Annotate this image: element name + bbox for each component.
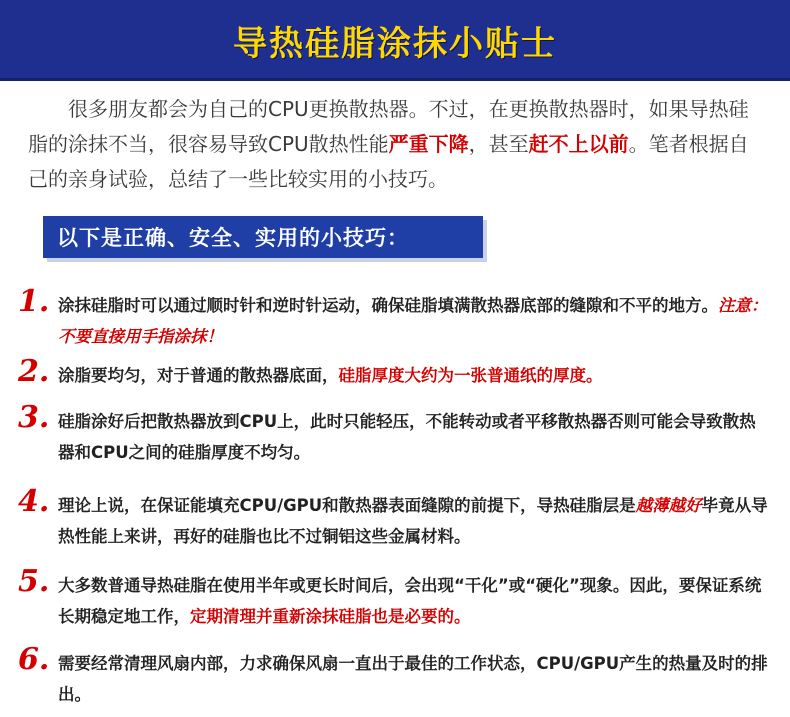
tip-body: 涂脂要均匀，对于普通的散热器底面， [58,366,339,385]
tip-text [58,360,768,391]
tip-number: 3. [18,400,50,435]
tip-text [58,490,768,552]
intro-highlight-2: 赶不上以前 [528,132,629,156]
intro-text-1: 很多朋友都会为自己的CPU更换散热器。不过，在更换散热器时，如果导热硅脂的涂抹不当，很容易导致CPU散热性能 [28,97,749,156]
tip-number: 4. [18,484,50,519]
tip-body-after: 毕竟从导热性能上来讲，再好的硅脂也比不过铜铝这些金属材料。 [58,496,768,546]
tip-number: 2. [18,354,50,389]
tip-highlight: 注意：不要直接用手指涂抹！ [58,296,768,346]
page-title: 导热硅脂涂抹小贴士 [233,24,557,64]
intro-paragraph [28,92,763,197]
tip-number: 1. [18,284,50,319]
tip-body: 需要经常清理风扇内部，力求确保风扇一直出于最佳的工作状态，CPU/GPU产生的热量及时的排出。 [58,654,768,704]
tip-text [58,648,768,710]
tip-highlight: 定期清理并重新涂抹硅脂也是必要的。 [190,607,471,626]
title-banner [0,0,790,81]
tip-body: 涂抹硅脂时可以通过顺时针和逆时针运动，确保硅脂填满散热器底部的缝隙和不平的地方。 [58,296,718,315]
tip-body: 大多数普通导热硅脂在使用半年或更长时间后，会出现“干化”或“硬化”现象。因此，要保证系统长期稳定地工作， [58,576,762,626]
intro-text-2: ，甚至 [468,132,529,156]
tip-number: 6. [18,642,50,677]
intro-text-3: 。笔者根据自己的亲身试验，总结了一些比较实用的小技巧。 [28,132,749,191]
tip-text [58,570,768,632]
tip-number: 5. [18,564,50,599]
tip-body: 硅脂涂好后把散热器放到CPU上，此时只能轻压，不能转动或者平移散热器否则可能会导致散热器和CPU之间的硅脂厚度不均匀。 [58,412,756,462]
tip-highlight: 硅脂厚度大约为一张普通纸的厚度。 [338,366,603,385]
tip-highlight: 越薄越好 [635,496,702,515]
tip-text [58,406,768,468]
tip-body-before: 理论上说，在保证能填充CPU/GPU和散热器表面缝隙的前提下，导热硅脂层是 [58,496,636,515]
intro-highlight-1: 严重下降 [388,132,469,156]
tip-text [58,290,768,352]
section-header [43,216,483,258]
section-title: 以下是正确、安全、实用的小技巧： [57,226,409,250]
